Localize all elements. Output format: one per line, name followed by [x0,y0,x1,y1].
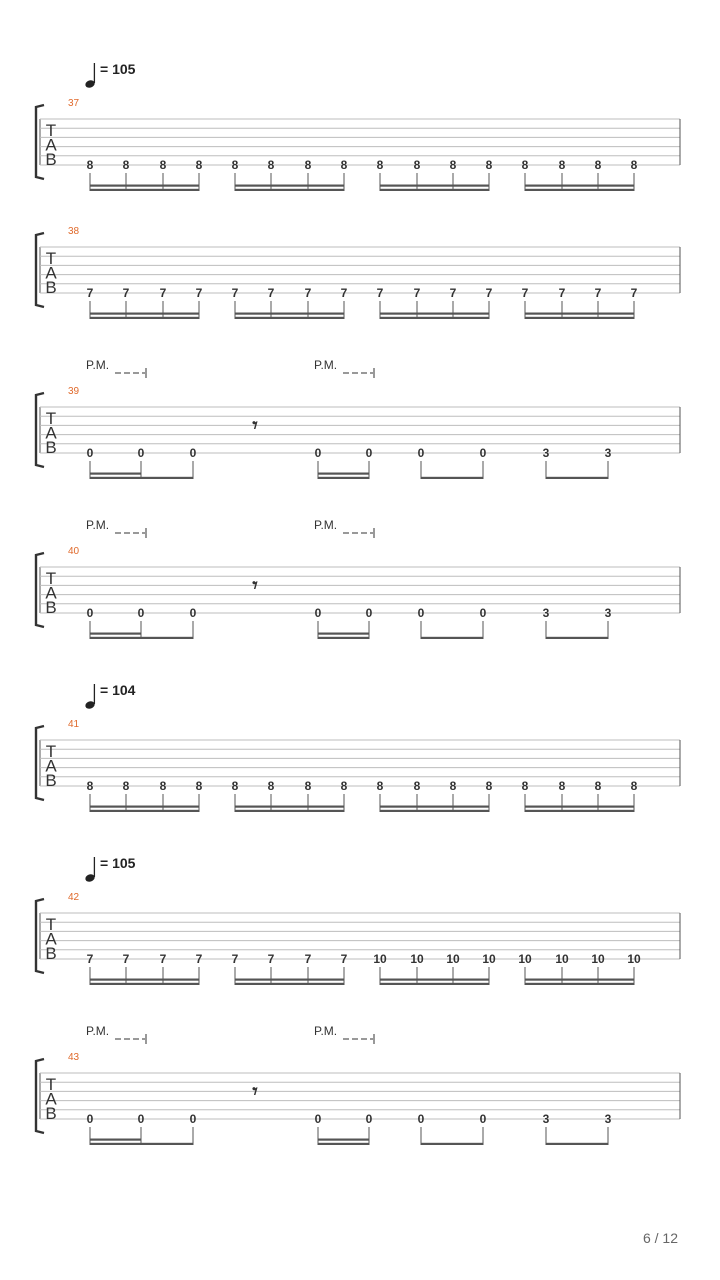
beam [525,806,634,808]
fret-number: 8 [521,158,529,172]
fret-number: 7 [558,286,566,300]
tab-clef-letter: T [45,409,57,428]
tab-clef-letter: T [45,121,57,140]
fret-number: 8 [449,158,457,172]
fret-number: 7 [267,286,275,300]
fret-number: 8 [304,779,312,793]
tab-system-43 [36,1024,680,1145]
beam [90,477,193,479]
measure-number: 42 [68,892,80,903]
fret-number: 10 [410,952,424,966]
beam [235,189,344,191]
beam [90,189,199,191]
beam [318,1143,369,1145]
palm-mute-marking [86,518,146,538]
beam [380,317,489,319]
fret-number: 0 [314,606,322,620]
beam [90,1143,193,1145]
tab-clef-letter: B [45,598,57,617]
fret-number: 0 [86,606,94,620]
fret-number: 7 [195,286,203,300]
measure-number: 40 [68,546,80,557]
tab-clef-letter: T [45,249,57,268]
fret-number: 0 [417,446,425,460]
fret-number: 0 [189,606,197,620]
tempo-value: = 104 [100,682,136,698]
fret-number: 8 [376,158,384,172]
tab-system-37 [36,61,680,191]
beam [235,983,344,985]
beam [235,313,344,315]
beam [525,185,634,187]
beam [380,189,489,191]
tab-clef-letter: B [45,771,57,790]
fret-number: 8 [521,779,529,793]
tempo-marking [84,61,135,89]
measure-number: 38 [68,226,80,237]
beam [90,633,141,635]
tab-clef-letter: B [45,944,57,963]
fret-number: 8 [413,779,421,793]
beam [525,313,634,315]
eighth-rest-icon: 𝄾 [252,575,258,597]
fret-number: 7 [231,286,239,300]
palm-mute-label: P.M. [314,358,338,372]
beam [380,810,489,812]
tab-clef-letter: T [45,569,57,588]
beam [525,189,634,191]
fret-number: 10 [555,952,569,966]
fret-number: 8 [231,779,239,793]
beam [525,979,634,981]
fret-number: 8 [159,779,167,793]
fret-number: 7 [630,286,638,300]
beam [380,806,489,808]
fret-number: 8 [122,158,130,172]
beam [235,185,344,187]
tab-clef-letter: A [45,263,57,283]
fret-number: 0 [314,446,322,460]
beam [546,637,608,639]
beam [90,317,199,319]
fret-number: 8 [122,779,130,793]
fret-number: 8 [86,158,94,172]
fret-number: 0 [479,606,487,620]
fret-number: 7 [122,286,130,300]
fret-number: 8 [86,779,94,793]
tempo-value: = 105 [100,61,136,77]
beam [380,979,489,981]
beam [90,473,141,475]
beam [90,185,199,187]
beam [90,979,199,981]
fret-number: 8 [267,158,275,172]
palm-mute-marking [86,358,146,378]
tab-system-38 [36,226,680,319]
fret-number: 8 [413,158,421,172]
fret-number: 0 [189,446,197,460]
beam [90,983,199,985]
beam [90,810,199,812]
fret-number: 8 [304,158,312,172]
fret-number: 7 [122,952,130,966]
beam [235,806,344,808]
eighth-rest-icon: 𝄾 [252,415,258,437]
eighth-rest-icon: 𝄾 [252,1081,258,1103]
beam [546,1143,608,1145]
fret-number: 10 [591,952,605,966]
fret-number: 7 [304,952,312,966]
fret-number: 7 [304,286,312,300]
fret-number: 0 [417,606,425,620]
fret-number: 8 [594,779,602,793]
fret-number: 0 [137,606,145,620]
fret-number: 8 [267,779,275,793]
fret-number: 8 [376,779,384,793]
beam [380,313,489,315]
beam [90,806,199,808]
palm-mute-label: P.M. [86,518,110,532]
tab-clef-letter: B [45,150,57,169]
fret-number: 7 [413,286,421,300]
beam [421,477,483,479]
fret-number: 7 [340,286,348,300]
tab-clef-letter: B [45,278,57,297]
tab-clef-letter: A [45,756,57,776]
fret-number: 7 [376,286,384,300]
fret-number: 8 [340,158,348,172]
fret-number: 7 [86,952,94,966]
fret-number: 7 [485,286,493,300]
tempo-marking [84,682,135,710]
fret-number: 7 [340,952,348,966]
palm-mute-label: P.M. [86,358,110,372]
fret-number: 7 [594,286,602,300]
fret-number: 8 [195,158,203,172]
beam [525,317,634,319]
fret-number: 7 [449,286,457,300]
page-number: 6 / 12 [642,1230,678,1246]
fret-number: 7 [195,952,203,966]
tab-clef-letter: B [45,1104,57,1123]
tab-clef-letter: A [45,135,57,155]
tab-clef-letter: T [45,915,57,934]
fret-number: 0 [137,446,145,460]
beam [318,637,369,639]
tab-clef-letter: B [45,438,57,457]
fret-number: 0 [365,1112,373,1126]
fret-number: 8 [340,779,348,793]
fret-number: 3 [542,1112,550,1126]
beam [421,1143,483,1145]
fret-number: 0 [479,446,487,460]
beam [235,810,344,812]
beam [235,979,344,981]
fret-number: 3 [604,1112,612,1126]
fret-number: 8 [449,779,457,793]
fret-number: 10 [482,952,496,966]
fret-number: 8 [558,779,566,793]
fret-number: 7 [159,952,167,966]
fret-number: 0 [86,446,94,460]
fret-number: 8 [558,158,566,172]
tab-clef-letter: T [45,742,57,761]
tab-system-41 [36,682,680,812]
fret-number: 3 [542,446,550,460]
measure-number: 41 [68,719,80,730]
fret-number: 0 [314,1112,322,1126]
fret-number: 0 [479,1112,487,1126]
fret-number: 7 [267,952,275,966]
fret-number: 8 [231,158,239,172]
beam [90,313,199,315]
beam [525,983,634,985]
fret-number: 8 [630,779,638,793]
palm-mute-marking [86,1024,146,1044]
fret-number: 8 [159,158,167,172]
tab-clef-letter: T [45,1075,57,1094]
fret-number: 10 [373,952,387,966]
beam [525,810,634,812]
palm-mute-label: P.M. [86,1024,110,1038]
tab-clef-letter: A [45,583,57,603]
tab-clef-letter: A [45,929,57,949]
beam [546,477,608,479]
tempo-marking [84,855,135,883]
fret-number: 3 [542,606,550,620]
fret-number: 0 [86,1112,94,1126]
beam [421,637,483,639]
tempo-value: = 105 [100,855,136,871]
beam [90,1139,141,1141]
fret-number: 7 [521,286,529,300]
palm-mute-marking [314,1024,374,1044]
beam [318,1139,369,1141]
fret-number: 7 [159,286,167,300]
fret-number: 3 [604,446,612,460]
tab-system-40 [36,518,680,639]
beam [318,633,369,635]
fret-number: 8 [485,779,493,793]
beam [318,473,369,475]
tab-clef-letter: A [45,423,57,443]
fret-number: 0 [417,1112,425,1126]
beam [380,983,489,985]
fret-number: 3 [604,606,612,620]
fret-number: 0 [189,1112,197,1126]
fret-number: 7 [86,286,94,300]
fret-number: 0 [365,446,373,460]
beam [318,477,369,479]
measure-number: 43 [68,1052,80,1063]
tab-system-42 [36,855,680,985]
fret-number: 7 [231,952,239,966]
fret-number: 8 [630,158,638,172]
palm-mute-label: P.M. [314,518,338,532]
fret-number: 8 [594,158,602,172]
tab-system-39 [36,358,680,479]
fret-number: 10 [518,952,532,966]
fret-number: 10 [446,952,460,966]
beam [380,185,489,187]
fret-number: 0 [137,1112,145,1126]
fret-number: 8 [485,158,493,172]
palm-mute-marking [314,518,374,538]
measure-number: 37 [68,98,80,109]
beam [90,637,193,639]
palm-mute-label: P.M. [314,1024,338,1038]
fret-number: 0 [365,606,373,620]
beam [235,317,344,319]
measure-number: 39 [68,386,80,397]
fret-number: 8 [195,779,203,793]
palm-mute-marking [314,358,374,378]
fret-number: 10 [627,952,641,966]
tab-clef-letter: A [45,1089,57,1109]
